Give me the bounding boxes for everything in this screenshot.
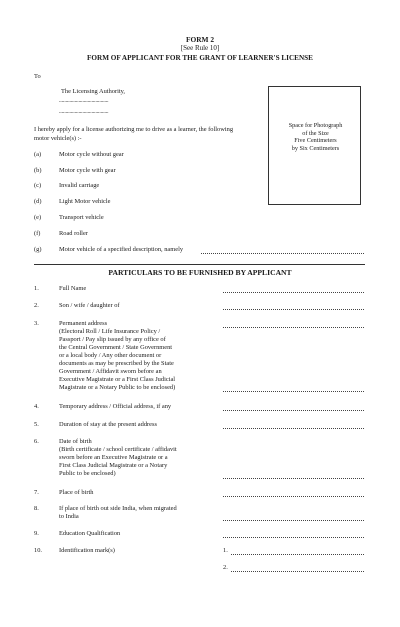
particular-label-relation: Son / wife / daughter of — [59, 302, 120, 309]
vehicle-label-d: (d) — [34, 198, 42, 205]
particular-num-5: 5. — [34, 421, 39, 428]
vehicle-text-b[interactable]: Motor cycle with gear — [59, 167, 116, 174]
particular-label-place-of-birth: Place of birth — [59, 489, 94, 496]
particular-label-date-of-birth: Date of birth — [59, 438, 92, 445]
intro-line-1: I hereby apply for a license authorizing me to drive as a learner, the following — [34, 126, 234, 133]
particular-num-3: 3. — [34, 320, 39, 327]
particular-num-1: 1. — [34, 285, 39, 292]
permanent-address-note-1: (Electoral Roll / Life Insurance Policy / — [59, 328, 161, 335]
vehicle-label-e: (e) — [34, 214, 42, 221]
temporary-address-field[interactable] — [223, 410, 364, 411]
photo-line-4: by Six Centimeters — [291, 144, 340, 152]
duration-of-stay-field[interactable] — [223, 428, 364, 429]
photo-line-1: Space for Photograph — [288, 122, 343, 129]
photo-placeholder-box[interactable] — [268, 86, 361, 205]
date-of-birth-note-3: First Class Judicial Magistrate or a Notary — [59, 462, 168, 469]
vehicle-text-a[interactable]: Motor cycle without gear — [59, 151, 124, 158]
vehicle-text-c[interactable]: Invalid carriage — [59, 182, 100, 189]
particular-num-10: 10. — [34, 547, 42, 554]
particular-num-8: 8. — [34, 505, 39, 512]
particulars-heading: PARTICULARS TO BE FURNISHED BY APPLICANT — [108, 268, 292, 277]
vehicle-label-f: (f) — [34, 230, 41, 237]
permanent-address-note-8: Magistrate or a Notary Public to be enclosed) — [59, 384, 176, 391]
migration-note-1: to India — [59, 513, 79, 520]
permanent-address-note-2: Passport / Pay slip issued by any office of — [59, 336, 166, 343]
permanent-address-field-1[interactable] — [223, 327, 364, 328]
vehicle-label-b: (b) — [34, 167, 42, 174]
particular-num-9: 9. — [34, 530, 39, 537]
form-rule-ref: [See Rule 10] — [180, 44, 220, 52]
particular-label-migration: If place of birth out side India, when migrated — [59, 505, 177, 512]
date-of-birth-note-2: sworn before an Executive Magistrate or a — [59, 454, 168, 461]
particular-num-2: 2. — [34, 302, 39, 309]
permanent-address-note-4: or a local body / Any other document or — [59, 352, 162, 359]
permanent-address-note-6: Government / Affidavit sworn before an — [59, 368, 162, 375]
permanent-address-field-2[interactable] — [223, 391, 364, 392]
migration-field[interactable] — [223, 520, 364, 521]
identification-mark-2-label: 2. — [223, 564, 228, 571]
address-line-2[interactable]: ...................................... — [59, 108, 109, 115]
particular-num-6: 6. — [34, 438, 39, 445]
vehicle-g-description-field[interactable] — [201, 253, 364, 254]
photo-line-3: Five Centimeters — [294, 137, 337, 145]
photo-line-2: of the Size — [302, 129, 329, 137]
date-of-birth-field[interactable] — [223, 478, 364, 479]
particular-label-temporary-address: Temporary address / Official address, if any — [59, 403, 172, 410]
full-name-field[interactable] — [223, 292, 364, 293]
form-title: FORM OF APPLICANT FOR THE GRANT OF LEARNER'S LICENSE — [87, 54, 313, 62]
permanent-address-note-3: the Central Government / State Government — [59, 344, 173, 351]
particular-label-identification: Identification mark(s) — [59, 547, 115, 554]
identification-mark-1-label: 1. — [223, 547, 228, 554]
address-line-1[interactable]: ...................................... — [59, 97, 109, 104]
intro-line-2: motor vehicle(s) :- — [34, 135, 82, 142]
licensing-authority: The Licensing Authority, — [61, 88, 126, 95]
identification-mark-1-field[interactable] — [231, 554, 364, 555]
vehicle-label-g: (g) — [34, 246, 42, 253]
date-of-birth-note-4: Public to be enclosed) — [59, 470, 116, 477]
particular-num-4: 4. — [34, 403, 39, 410]
permanent-address-note-5: documents as may be prescribed by the State — [59, 360, 174, 367]
vehicle-text-g: Motor vehicle of a specified description, namely — [59, 246, 184, 253]
particular-label-education: Education Qualification — [59, 530, 121, 537]
particular-label-full-name: Full Name — [59, 285, 87, 292]
date-of-birth-note-1: (Birth certificate / school certificate / affidavit — [59, 446, 177, 453]
particular-label-duration-of-stay: Duration of stay at the present address — [59, 421, 157, 428]
vehicle-label-a: (a) — [34, 151, 42, 158]
vehicle-label-c: (c) — [34, 182, 42, 189]
photo-instructions — [269, 122, 362, 152]
relation-field[interactable] — [223, 309, 364, 310]
vehicle-text-d[interactable]: Light Motor vehicle — [59, 198, 111, 205]
particular-num-7: 7. — [34, 489, 39, 496]
section-divider — [34, 264, 365, 265]
permanent-address-note-7: Executive Magistrate or a First Class Judicial — [59, 376, 176, 383]
particular-label-permanent-address: Permanent address — [59, 320, 108, 327]
place-of-birth-field[interactable] — [223, 496, 364, 497]
education-field[interactable] — [223, 537, 364, 538]
to-label: To — [34, 73, 41, 80]
form-number: FORM 2 — [185, 35, 215, 44]
vehicle-text-e[interactable]: Transport vehicle — [59, 214, 104, 221]
identification-mark-2-field[interactable] — [231, 571, 364, 572]
vehicle-text-f[interactable]: Road roller — [59, 230, 88, 237]
